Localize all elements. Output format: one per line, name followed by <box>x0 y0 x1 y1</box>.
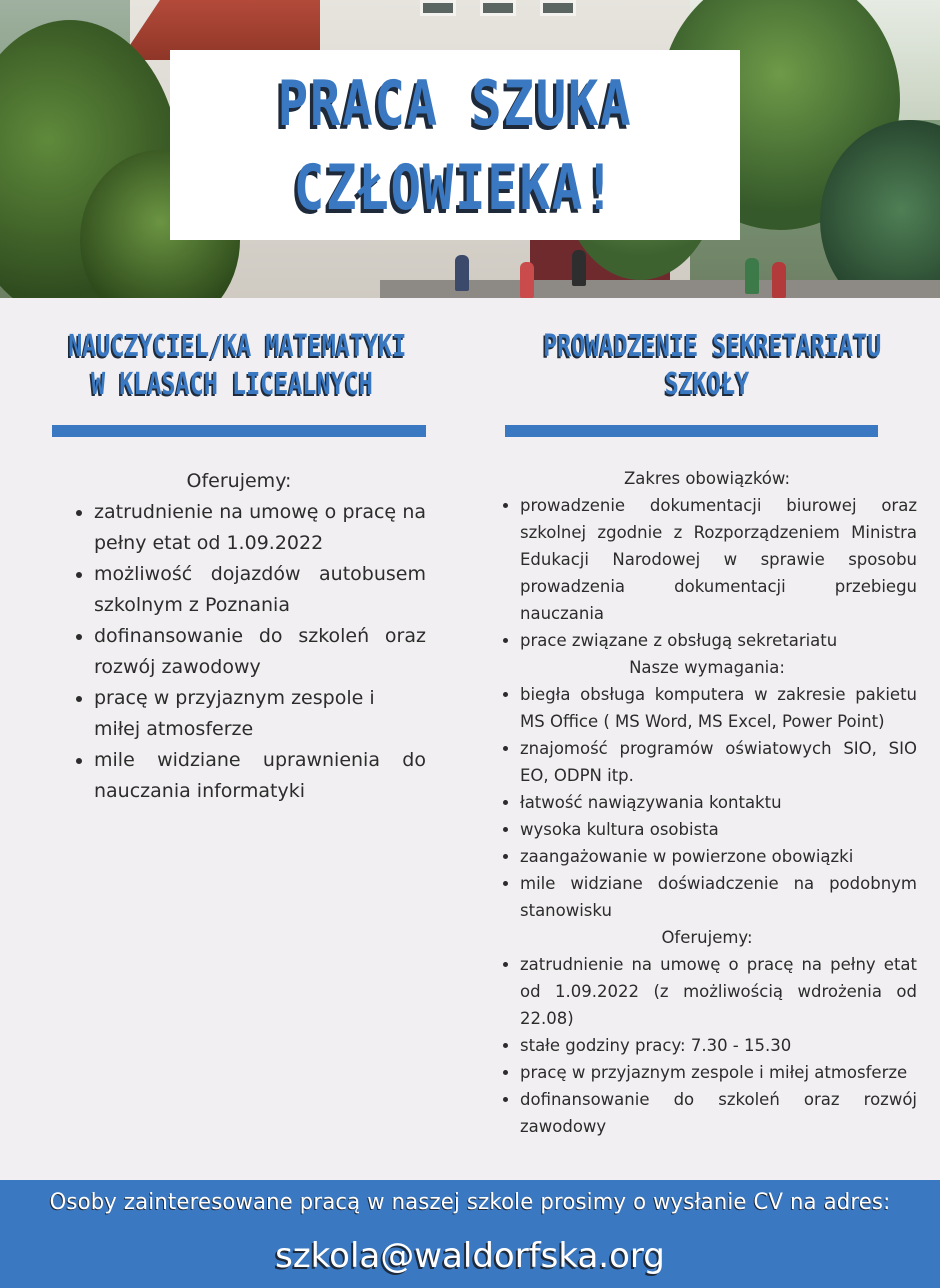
person <box>745 258 759 294</box>
offer-heading: Oferujemy: <box>186 470 292 492</box>
offer-heading: Oferujemy: <box>661 928 753 947</box>
duties-list <box>520 492 917 654</box>
list-item: • prace związane z obsługą sekretariatu <box>520 627 917 654</box>
secretariat-heading <box>543 328 882 404</box>
offer-list <box>94 497 426 807</box>
contact-email[interactable]: szkola@waldorfska.org <box>275 1236 665 1276</box>
list-item: • mile widziane doświadczenie na podobnym stanowisku <box>520 870 917 924</box>
offer-list <box>520 951 917 1140</box>
requirements-list <box>520 681 917 924</box>
math-teacher-heading-line-2: W KLASACH LICEALNYCH <box>91 367 373 402</box>
person <box>572 250 586 286</box>
list-item: • pracę w przyjaznym zespole i miłej atmosferze <box>94 683 426 745</box>
right-divider <box>505 425 878 437</box>
person <box>455 255 469 291</box>
building-window <box>420 0 456 16</box>
list-item: • zaangażowanie w powierzone obowiązki <box>520 843 917 870</box>
job-title-secretariat <box>497 328 917 404</box>
math-teacher-offer <box>52 466 426 807</box>
person <box>772 262 786 298</box>
list-item: • możliwość dojazdów autobusem szkolnym z Poznania <box>94 559 426 621</box>
list-item: • pracę w przyjaznym zespole i miłej atmosferze <box>520 1059 917 1086</box>
secretariat-details <box>497 465 917 1140</box>
list-item: • dofinansowanie do szkoleń oraz rozwój zawodowy <box>94 621 426 683</box>
list-item: • zatrudnienie na umowę o pracę na pełny etat od 1.09.2022 (z możliwością wdrożenia od 22.08) <box>520 951 917 1032</box>
secretariat-heading-line-1: PROWADZENIE SEKRETARIATU <box>543 329 882 364</box>
list-item: • dofinansowanie do szkoleń oraz rozwój zawodowy <box>520 1086 917 1140</box>
list-item: • znajomość programów oświatowych SIO, SIO EO, ODPN itp. <box>520 735 917 789</box>
list-item: • prowadzenie dokumentacji biurowej oraz szkolnej zgodnie z Rozporządzeniem Ministra Edukacji Narodowej w sprawie sposobu prowadzenia dokumentacji przebiegu nauczania <box>520 492 917 627</box>
list-item: • łatwość nawiązywania kontaktu <box>520 789 917 816</box>
job-title-math-teacher <box>22 328 442 404</box>
building-window <box>540 0 576 16</box>
list-item: • stałe godziny pracy: 7.30 - 15.30 <box>520 1032 917 1059</box>
list-item: • biegła obsługa komputera w zakresie pakietu MS Office ( MS Word, MS Excel, Power Point) <box>520 681 917 735</box>
headline-line-1: PRACA SZUKA <box>277 67 633 140</box>
left-divider <box>52 425 426 437</box>
list-item: • wysoka kultura osobista <box>520 816 917 843</box>
requirements-heading: Nasze wymagania: <box>629 658 785 677</box>
duties-heading: Zakres obowiązków: <box>623 469 791 488</box>
list-item: • mile widziane uprawnienia do nauczania informatyki <box>94 745 426 807</box>
contact-instruction: Osoby zainteresowane pracą w naszej szkole prosimy o wysłanie CV na adres: <box>49 1190 891 1215</box>
list-item: • zatrudnienie na umowę o pracę na pełny etat od 1.09.2022 <box>94 497 426 559</box>
math-teacher-heading-line-1: NAUCZYCIEL/KA MATEMATYKI <box>68 329 407 364</box>
headline-box <box>170 50 740 240</box>
building-window <box>480 0 516 16</box>
hero-photo <box>0 0 940 298</box>
secretariat-heading-line-2: SZKOŁY <box>664 367 750 402</box>
headline-line-2: CZŁOWIEKA! <box>293 151 617 224</box>
contact-footer <box>0 1180 940 1288</box>
person <box>520 262 534 298</box>
math-teacher-heading <box>68 328 407 404</box>
